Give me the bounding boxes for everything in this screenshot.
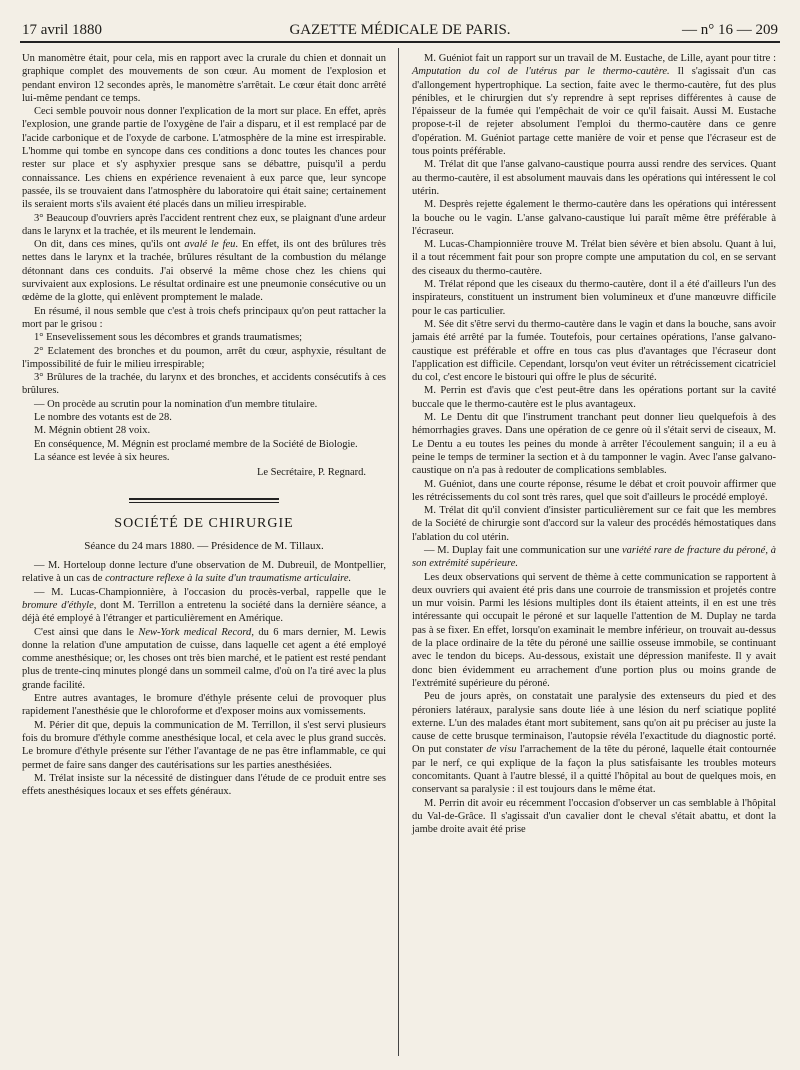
paragraph: — M. Duplay fait une communication sur une variété rare de fracture du péroné, à son extrémité supérieure.: [412, 544, 776, 570]
left-column: [22, 52, 386, 798]
paragraph: M. Guéniot fait un rapport sur un travail de M. Eustache, de Lille, ayant pour titre : Amputation du col de l'utérus par le thermo-cautère. Il s'agissait d'un cas d'allongement hypertrophique. La section, faite avec le thermo-cautère, fut des plus pénibles, et le chirurgien dut s'y reprendre à sept reprises différentes à cause de l'épaisseur de la fumée qui l'empêchait de voir ce qu'il faisait. Aussi M. Eustache propose-t-il de rejeter absolument l'emploi du thermo-cautère dans ce genre d'opération. M. Guéniot partage cette manière de voir et pense que l'écraseur est de tous points préférable.: [412, 53, 776, 158]
paragraph: M. Perrin dit avoir eu récemment l'occasion d'observer un cas semblable à l'hôpital du Val-de-Grâce. Il s'agissait d'un cavalier dont le cheval s'était abattu, et dont la jambe droite avait été prise: [412, 797, 776, 836]
paragraph: M. Perrin est d'avis que c'est peut-être dans les opérations portant sur la cavité buccale que le thermo-cautère est le plus avantageux.: [412, 385, 776, 410]
paragraph: En conséquence, M. Mégnin est proclamé membre de la Société de Biologie.: [34, 438, 358, 450]
header-rule: [20, 41, 780, 43]
paragraph: M. Trélat répond que les ciseaux du thermo-cautère, dont il a été d'ailleurs l'un des inspirateurs, constituent un instrument bien volumineux et d'une manœuvre difficile pour le cas particulier.: [412, 279, 776, 317]
paragraph: M. Sée dit s'être servi du thermo-cautère dans le vagin et dans la bouche, sans avoir jamais été arrêté par la fumée. Toutefois, pour certaines opérations, l'anse galvano-caustique est préférable et offre en tous cas plus d'avantages que l'écraseur dont l'application est difficile. Cependant, lorsqu'on veut éviter un rétrécissement cicatriciel du col, c'est encore le bistouri qui offre le plus de sécurité.: [412, 318, 776, 384]
paragraph: M. Desprès rejette également le thermo-cautère dans les opérations qui intéressent la bouche ou le vagin. L'anse galvano-caustique lui paraît même être préférable à l'écraseur.: [412, 199, 776, 237]
paragraph: Entre autres avantages, le bromure d'éthyle présente celui de provoquer plus rapidement l'anesthésie que le chloroforme et d'exposer moins aux vomissements.: [22, 693, 386, 718]
paragraph: 1° Ensevelissement sous les décombres et grands traumatismes;: [34, 332, 303, 344]
paragraph: 3° Beaucoup d'ouvriers après l'accident rentrent chez eux, se plaignant d'une ardeur dans le larynx et la trachée, et ils meurent le lendemain.: [22, 212, 386, 237]
paragraph: M. Guéniot, dans une courte réponse, résume le débat et croit pouvoir affirmer que les rétrécissements du col sont très rares, quel que soit d'ailleurs le procédé employé.: [412, 478, 776, 503]
paragraph: — M. Horteloup donne lecture d'une observation de M. Dubreuil, de Montpellier, relative à un cas de contracture reflexe à la suite d'un traumatisme articulaire.: [22, 560, 386, 585]
right-column: [412, 52, 776, 837]
paragraph: — On procède au scrutin pour la nomination d'un membre titulaire.: [34, 398, 318, 410]
paragraph: — M. Lucas-Championnière, à l'occasion du procès-verbal, rappelle que le bromure d'éthyle, dont M. Terrillon a entretenu la société dans la dernière séance, a déjà été employé à l'étranger et particulièrement en Amérique.: [22, 586, 386, 625]
paragraph: M. Lucas-Championnière trouve M. Trélat bien sévère et bien absolu. Quant à lui, il a tout récemment fait pour son propre compte une amputation du col, en se servant des ciseaux du thermo-cautère.: [412, 239, 776, 277]
header-date: 17 avril 1880: [22, 22, 102, 38]
paragraph: On dit, dans ces mines, qu'ils ont avalé le feu. En effet, ils ont des brûlures très nettes dans le larynx et la trachée, brûlures résultant de la combustion du mélange détonnant dans ces conduits. J'ai observé la même chose chez les chiens qui survivaient aux explosions. Le résultat ordinaire est une pneumonie consécutive ou un œdème de la glotte, qui enlèvent promptement le malade.: [22, 239, 386, 304]
paragraph: En résumé, il nous semble que c'est à trois chefs principaux qu'on peut rattacher la mort par le grisou :: [22, 305, 386, 330]
paragraph: Les deux observations qui servent de thème à cette communication se rapportent à deux ouvriers qui avaient été pris dans une courroie de transmission et projetés contre un mur voisin. Parmi les lésions multiples dont ils étaient atteints, il en est une très intéressante qui occupait le péroné et sur laquelle l'attention de M. Duplay ne tarda pas à se fixer. En effet, lorsqu'on examinait le membre inférieur, on trouvait au-dessus de la place ordinaire de la tête du péroné une saillie osseuse immobile, se continuant avec le tendon du biceps. Au-dessous, existait une dépression manifeste. Il y avait donc bien évidemment eu arrachement d'une portion plus ou moins grande de l'extrémité supérieure du péroné.: [412, 571, 776, 689]
paragraph: M. Mégnin obtient 28 voix.: [34, 425, 151, 437]
paragraph: Le nombre des votants est de 28.: [34, 412, 172, 424]
header-page-number: — n° 16 — 209: [682, 22, 778, 38]
paragraph: Un manomètre était, pour cela, mis en rapport avec la crurale du chien et donnait un graphique complet des mouvements de son cœur. Au moment de l'explosion et pendant environ 12 secondes après, le manomètre s'arrêtait. Le cœur était donc arrêté lui-même pendant ce temps.: [22, 53, 386, 104]
paragraph: M. Périer dit que, depuis la communication de M. Terrillon, il s'est servi plusieurs fois du bromure d'éthyle comme anesthésique local, et cela avec le plus grand succès. Le bromure d'éthyle présente sur l'éther l'avantage de ne pas être inflammable, ce qui permet de faire sans danger des cautérisations sur les parties anesthésiées.: [22, 719, 386, 771]
paragraph: M. Le Dentu dit que l'instrument tranchant peut donner lieu quelquefois à des hémorrhagies graves. Dans une opération de ce genre où il s'était servi de ciseaux, M. Le Dentu a eu toutes les peines du monde à arrêter l'écoulement sanguin; il a eu à peine le temps de terminer la section et à du tamponner le vagin. Avec l'anse galvano-caustique on n'a pas à redouter de complications semblables.: [412, 412, 776, 477]
page-header: [22, 22, 778, 42]
section-separator: [129, 502, 279, 503]
paragraph: Peu de jours après, on constatait une paralysie des extenseurs du pied et des péroniers latéraux, paralysie sans doute liée à une lésion du nerf sciatique poplité externe. L'un des malades étant mort subitement, sans qu'on ait pu préciser au juste la cause de cette brusque terminaison, l'autopsie révéla l'exactitude du diagnostic porté. On put constater de visu l'arrachement de la tête du péroné, laquelle était contournée par le nerf, ce qui explique de la façon la plus satisfaisante les troubles moteurs concomitants. Quant à l'autre blessé, il a quitté l'hôpital au bout de quelques mois, en conservant sa paralysie : il est toujours dans le même état.: [412, 691, 776, 796]
paragraph: M. Trélat dit qu'il convient d'insister particulièrement sur ce fait que les membres de la Société de chirurgie sont d'accord sur la valeur des procédés hémostatiques dans l'ablation du col utérin.: [412, 505, 776, 543]
session-line: Séance du 24 mars 1880. — Présidence de M. Tillaux.: [84, 539, 324, 552]
paragraph: 3° Brûlures de la trachée, du larynx et des bronches, et accidents consécutifs à ces brûlures.: [22, 372, 386, 397]
section-separator: [129, 498, 279, 500]
paragraph: Ceci semble pouvoir nous donner l'explication de la mort sur place. En effet, après l'explosion, une grande partie de l'oxygène de l'air a disparu, et il est remplacé par de l'acide carbonique et de l'oxyde de carbone. L'atmosphère de la mine est irrespirable. L'homme qui tombe en syncope dans ces conditions a donc toutes les chances pour rester sur place et s'y asphyxier presque sans se débattre, puisqu'il a perdu connaissance. Les chiens en expérience revenaient à eux parce que, leur syncope passée, ils se trouvaient dans l'atmosphère du laboratoire qui était saine; certainement ils seraient morts s'ils avaient été placés dans un milieu irrespirable.: [22, 106, 386, 211]
section-title: SOCIÉTÉ DE CHIRURGIE: [114, 515, 294, 531]
secretary-signature: Le Secrétaire, P. Regnard.: [256, 467, 366, 479]
paragraph: C'est ainsi que dans le New-York medical Record, du 6 mars dernier, M. Lewis donne la relation d'une amputation de cuisse, dans laquelle cet agent a été employé comme anesthésique; or, les choses ont très bien marché, et le patient est resté pendant plus de trente-cinq minutes plongé dans un sommeil calme, d'où on l'a tiré avec la plus grande facilité.: [22, 626, 386, 691]
paragraph: M. Trélat insiste sur la nécessité de distinguer dans l'étude de ce produit entre ses effets anesthésiques locaux et ses effets généraux.: [22, 772, 386, 798]
header-journal-title: GAZETTE MÉDICALE DE PARIS.: [289, 22, 511, 38]
paragraph: M. Trélat dit que l'anse galvano-caustique pourra aussi rendre des services. Quant au thermo-cautère, il est absolument mauvais dans les opérations qui intéressent le col utérin.: [412, 159, 776, 197]
paragraph: La séance est levée à six heures.: [34, 451, 170, 463]
paragraph: 2° Eclatement des bronches et du poumon, arrêt du cœur, asphyxie, résultant de l'impossibilité de fuir le milieu irrespirable;: [22, 345, 386, 370]
column-divider: [398, 48, 399, 1056]
